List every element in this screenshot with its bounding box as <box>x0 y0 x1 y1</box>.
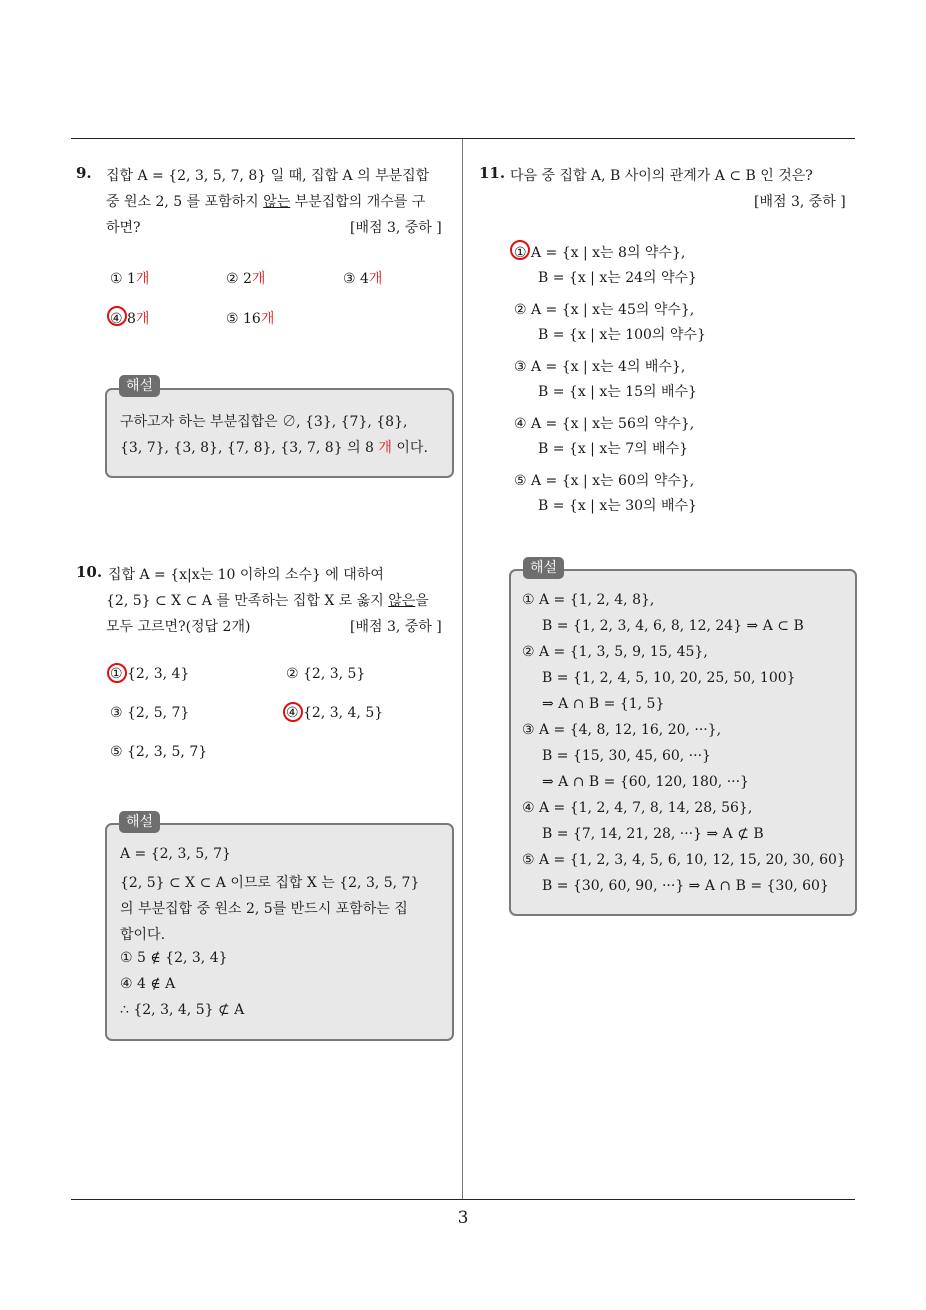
q11-solution-line-8: ⇒ A ∩ B = {60, 120, 180, ···} <box>542 774 749 790</box>
question-9-line-3: 하면? <box>106 220 141 236</box>
q9-choice-3[interactable]: ③ 4개 <box>343 271 383 287</box>
q11-solution-line-10: B = {7, 14, 21, 28, ···} ⇒ A ⊄ B <box>542 826 764 842</box>
answer-circle-mark <box>107 663 127 683</box>
question-9-number: 9. <box>76 164 92 182</box>
q11-choice-2[interactable]: ② A = {x | x는 45의 약수}, B = {x | x는 100의 약수} <box>514 302 706 343</box>
bottom-rule <box>71 1199 855 1200</box>
q9-choice-5[interactable]: ⑤ 16개 <box>226 311 275 327</box>
q10-solution-line-2: {2, 5} ⊂ X ⊂ A 이므로 집합 X 는 {2, 3, 5, 7} <box>120 875 420 891</box>
question-9-line-1: 집합 A = {2, 3, 5, 7, 8} 일 때, 집합 A 의 부분집합 <box>106 168 430 184</box>
question-11-points: [배점 3, 중하 ] <box>754 194 846 210</box>
q11-solution-line-2: B = {1, 2, 3, 4, 6, 8, 12, 24} ⇒ A ⊂ B <box>542 618 804 634</box>
q9-solution-box <box>105 388 454 478</box>
q11-solution-tag: 해설 <box>523 557 564 579</box>
q11-solution-line-11: ⑤ A = {1, 2, 3, 4, 5, 6, 10, 12, 15, 20, 30, 60} <box>522 852 846 868</box>
q10-solution-line-3: 의 부분집합 중 원소 2, 5를 반드시 포함하는 집 <box>120 901 408 917</box>
q10-choice-5[interactable]: ⑤ {2, 3, 5, 7} <box>110 744 208 760</box>
q11-solution-line-5: ⇒ A ∩ B = {1, 5} <box>542 696 665 712</box>
question-11-number: 11. <box>479 164 506 182</box>
q11-solution-line-7: B = {15, 30, 45, 60, ···} <box>542 748 711 764</box>
question-10-points: [배점 3, 중하 ] <box>350 619 442 635</box>
q10-solution-line-1: A = {2, 3, 5, 7} <box>120 846 231 862</box>
question-10-line-3: 모두 고르면?(정답 2개) <box>106 619 251 635</box>
question-10-number: 10. <box>76 563 103 581</box>
underlined-not: 않는 <box>263 194 291 210</box>
q11-solution-line-9: ④ A = {1, 2, 4, 7, 8, 14, 28, 56}, <box>522 800 753 816</box>
q9-choice-2[interactable]: ② 2개 <box>226 271 266 287</box>
q10-solution-line-6: ④ 4 ∉ A <box>120 976 176 992</box>
top-rule <box>71 138 855 139</box>
q11-solution-line-3: ② A = {1, 3, 5, 9, 15, 45}, <box>522 644 708 660</box>
underlined-not: 않은 <box>388 593 416 609</box>
q11-choice-3[interactable]: ③ A = {x | x는 4의 배수}, B = {x | x는 15의 배수} <box>514 359 697 400</box>
column-divider <box>462 139 463 1199</box>
q10-solution-line-7: ∴ {2, 3, 4, 5} ⊄ A <box>120 1002 245 1018</box>
q9-choice-4[interactable]: ④ 8개 <box>110 311 150 327</box>
answer-circle-mark <box>283 702 303 722</box>
q11-solution-line-4: B = {1, 2, 4, 5, 10, 20, 25, 50, 100} <box>542 670 796 686</box>
question-9-line-2: 중 원소 2, 5 를 포함하지 않는 부분집합의 개수를 구 <box>106 194 426 210</box>
q10-choice-3[interactable]: ③ {2, 5, 7} <box>110 705 190 721</box>
q9-choice-1[interactable]: ① 1개 <box>110 271 150 287</box>
q11-choice-4[interactable]: ④ A = {x | x는 56의 약수}, B = {x | x는 7의 배수} <box>514 416 695 457</box>
q10-solution-line-4: 합이다. <box>120 927 166 943</box>
q9-solution-line-2: {3, 7}, {3, 8}, {7, 8}, {3, 7, 8} 의 8 개 이다. <box>120 440 428 456</box>
answer-circle-mark <box>107 306 127 326</box>
q10-choice-4[interactable]: ④ {2, 3, 4, 5} <box>286 705 384 721</box>
q11-solution-line-6: ③ A = {4, 8, 12, 16, 20, ···}, <box>522 722 722 738</box>
question-11-line-1: 다음 중 집합 A, B 사이의 관계가 A ⊂ B 인 것은? <box>510 168 813 184</box>
answer-circle-mark <box>510 240 530 260</box>
q11-solution-line-1: ① A = {1, 2, 4, 8}, <box>522 592 655 608</box>
question-9-points: [배점 3, 중하 ] <box>350 220 442 236</box>
q10-solution-tag: 해설 <box>119 811 160 833</box>
q10-choice-1[interactable]: ① {2, 3, 4} <box>110 666 190 682</box>
question-10-line-2: {2, 5} ⊂ X ⊂ A 를 만족하는 집합 X 로 옳지 않은을 <box>106 593 429 609</box>
q11-choice-1[interactable]: ① A = {x | x는 8의 약수}, B = {x | x는 24의 약수} <box>514 245 697 286</box>
q9-solution-tag: 해설 <box>119 375 160 397</box>
q10-solution-line-5: ① 5 ∉ {2, 3, 4} <box>120 950 228 966</box>
q10-choice-2[interactable]: ② {2, 3, 5} <box>286 666 366 682</box>
question-10-line-1: 집합 A = {x|x는 10 이하의 소수} 에 대하여 <box>108 567 384 583</box>
q9-solution-line-1: 구하고자 하는 부분집합은 ∅, {3}, {7}, {8}, <box>120 414 408 430</box>
q11-solution-line-12: B = {30, 60, 90, ···} ⇒ A ∩ B = {30, 60} <box>542 878 829 894</box>
q11-choice-5[interactable]: ⑤ A = {x | x는 60의 약수}, B = {x | x는 30의 배수} <box>514 473 697 514</box>
page-number: 3 <box>457 1208 469 1228</box>
